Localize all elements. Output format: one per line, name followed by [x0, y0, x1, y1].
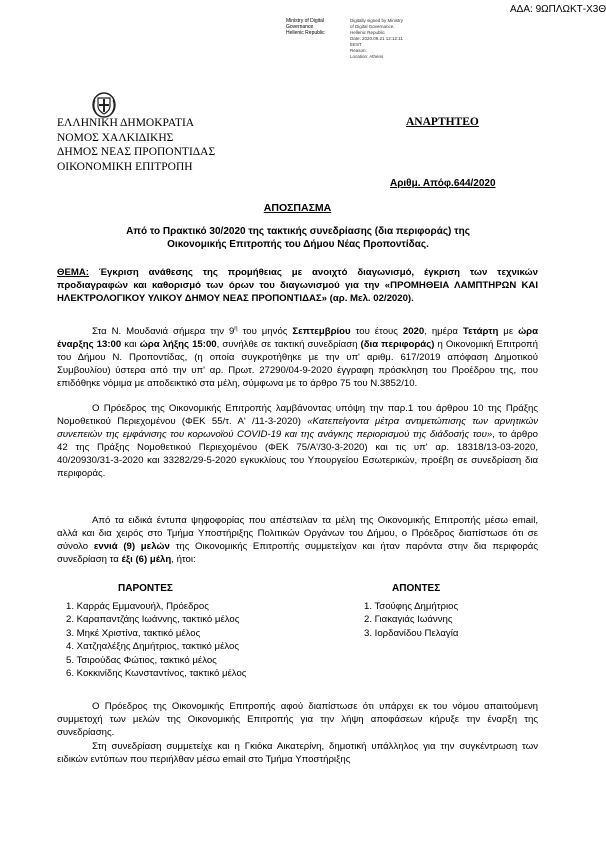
decision-number — [390, 178, 496, 189]
list-item: 3. Μηκέ Χριστίνα, τακτικό μέλος — [66, 627, 201, 639]
list-item: 5. Τσιρούδας Φώτιος, τακτικό μέλος — [66, 654, 217, 666]
paragraph-legal-basis: Ο Πρόεδρος της Οικονομικής Επιτροπής λαμβάνοντας υπόψη την παρ.1 του άρθρου 10 της Πράξης Νομοθετικού Περιεχομένου (ΦΕΚ 55/τ. Α' /11-3-2020) «Κατεπείγοντα μέτρα αντιμετώπισης των αρνητικών συνεπειών της εμφάνισης του κορωνοϊού COVID-19 και της ανάγκης περιορισμού της διάδοσής του», το άρθρο 42 της Πράξης Νομοθετικού Περιεχομένου (ΦΕΚ 75/Α'/30-3-2020) και τις υπ' αρ. 18318/13-03-2020, 40/20930/31-3-2020 και 33282/29-5-2020 εγκυκλίους του Υπουργείου Εσωτερικών, προέβη σε συνεδρίαση δια περιφοράς. — [57, 403, 538, 479]
header-line: ΟΙΚΟΝΟΜΙΚΗ ΕΠΙΤΡΟΠΗ — [57, 160, 193, 173]
document-subtitle: Από το Πρακτικό 30/2020 της τακτικής συνεδρίασης (δια περιφοράς) της Οικονομικής Επιτροπής του Δήμου Νέας Προποντίδας. — [126, 226, 470, 250]
ada-code: ΑΔΑ: 9ΩΠΛΩΚΤ-Χ3Θ — [510, 4, 606, 15]
paragraph-session-opening: Ο Πρόεδρος της Οικονομικής Επιτροπής αφού διαπίστωσε ότι υπάρχει εκ του νόμου απαιτούμενη συμμετοχή των μελών της Οικονομικής Επιτροπής για την λήψη αποφάσεων κήρυξε την έναρξη της συνεδρίασης. — [57, 701, 538, 738]
list-item: 2. Γιακαγιάς Ιωάννης — [364, 614, 453, 626]
subject-text: Έγκριση ανάθεσης της προμήθειας με ανοιχτό διαγωνισμό, έγκριση των τεχνικών προδιαγραφών και καθορισμό των όρων του διαγωνισμού για την «ΠΡΟΜΗΘΕΙΑ ΛΑΜΠΤΗΡΩΝ ΚΑΙ ΗΛΕΚΤΡΟΛΟΓΙΚΟΥ ΥΛΙΚΟΥ ΔΗΜΟΥ ΝΕΑΣ ΠΡΟΠΟΝΤΙΔΑΣ» (αρ. Μελ. 02/2020). — [57, 267, 538, 304]
paragraph-staff-participation: Στη συνεδρίαση συμμετείχε και η Γκιόκα Αικατερίνη, δημοτική υπάλληλος για την συγκέντρωση των ειδικών εντύπων που περιήλθαν μέσω email στο Τμήμα Υποστήριξης — [57, 741, 538, 765]
signature-details: Digitally signed by Ministry of Digital Governance, Hellenic Republic Date: 2020.09.21 12:12:11 EEST Reason: Location: Athens — [350, 18, 404, 59]
paragraph-meeting-details: Στα Ν. Μουδανιά σήμερα την $9^\eta$ του μηνός Σεπτεμβρίου του έτους 2020, ημέρα Τετάρτη με ώρα έναρξης 13:00 και ώρα λήξης 15:00, συνήλθε σε τακτική συνεδρίαση (δια περιφοράς) η Οικονομική Επιτροπή του Δήμου Ν. Προποντίδας, (η οποία συγκροτήθηκε με την υπ' αριθμ. 617/2019 απόφαση Δημοτικού Συμβουλίου) ύστερα από την υπ' αρ. Πρωτ. 27290/04-9-2020 έγγραφη πρόσκληση του Προέδρου της, που επιδόθηκε νόμιμα με αποδεικτικό στα μέλη, σύμφωνα με το άρθρο 75 του Ν.3852/10. — [57, 326, 539, 390]
subject-paragraph — [57, 266, 538, 305]
posted-label: ΑΝΑΡΤΗΤΕΟ — [406, 116, 479, 128]
header-line: ΔΗΜΟΣ ΝΕΑΣ ΠΡΟΠΟΝΤΙΔΑΣ — [57, 146, 216, 158]
subject-label: ΘΕΜΑ: — [57, 267, 89, 278]
issuer-header — [57, 116, 215, 174]
list-item: 1. Τσούφης Δημήτριος — [364, 601, 459, 612]
list-item: 4. Χατζηαλέξης Δημήτριος, τακτικό μέλος — [66, 641, 239, 653]
decision-label: Αριθμ. Απόφ. — [390, 178, 454, 189]
decision-value: 644/2020 — [453, 178, 496, 189]
absent-members-list — [364, 600, 458, 640]
signature-issuer: Ministry of Digital Governance Hellenic Republic — [286, 18, 325, 36]
paragraph-quorum: Από τα ειδικά έντυπα ψηφοφορίας που απέστειλαν τα μέλη της Οικονομικής Επιτροπής μέσω email, αλλά και δια χειρός στο Τμήμα Υποστήριξης Πολιτικών Οργάνων του Δήμου, ο Πρόεδρος διαπίστωσε ότι σε σύνολο εννιά (9) μελών της Οικονομικής Επιτροπής συμμετείχαν και ήταν παρόντα στην δια περιφοράς συνεδρίαση τα έξι (6) μέλη, ήτοι: — [57, 515, 538, 565]
list-item: 1. Καρράς Εμμανουήλ, Πρόεδρος — [66, 601, 209, 612]
header-line: ΕΛΛΗΝΙΚΗ ΔΗΜΟΚΡΑΤΙΑ — [57, 117, 195, 129]
document-title: ΑΠΟΣΠΑΣΜΑ — [263, 202, 332, 214]
greek-coat-of-arms-icon — [91, 92, 117, 118]
present-members-list — [66, 600, 246, 680]
list-item: 2. Καραπαντζάης Ιωάννης, τακτικό μέλος — [66, 614, 240, 626]
absent-heading: ΑΠΟΝΤΕΣ — [392, 583, 441, 594]
header-line: ΝΟΜΟΣ ΧΑΛΚΙΔΙΚΗΣ — [57, 131, 174, 144]
present-heading: ΠΑΡΟΝΤΕΣ — [118, 583, 173, 594]
list-item: 6. Κοκκινίδης Κωνσταντίνος, τακτικό μέλος — [66, 668, 247, 680]
list-item: 3. Ιορδανίδου Πελαγία — [364, 627, 459, 639]
